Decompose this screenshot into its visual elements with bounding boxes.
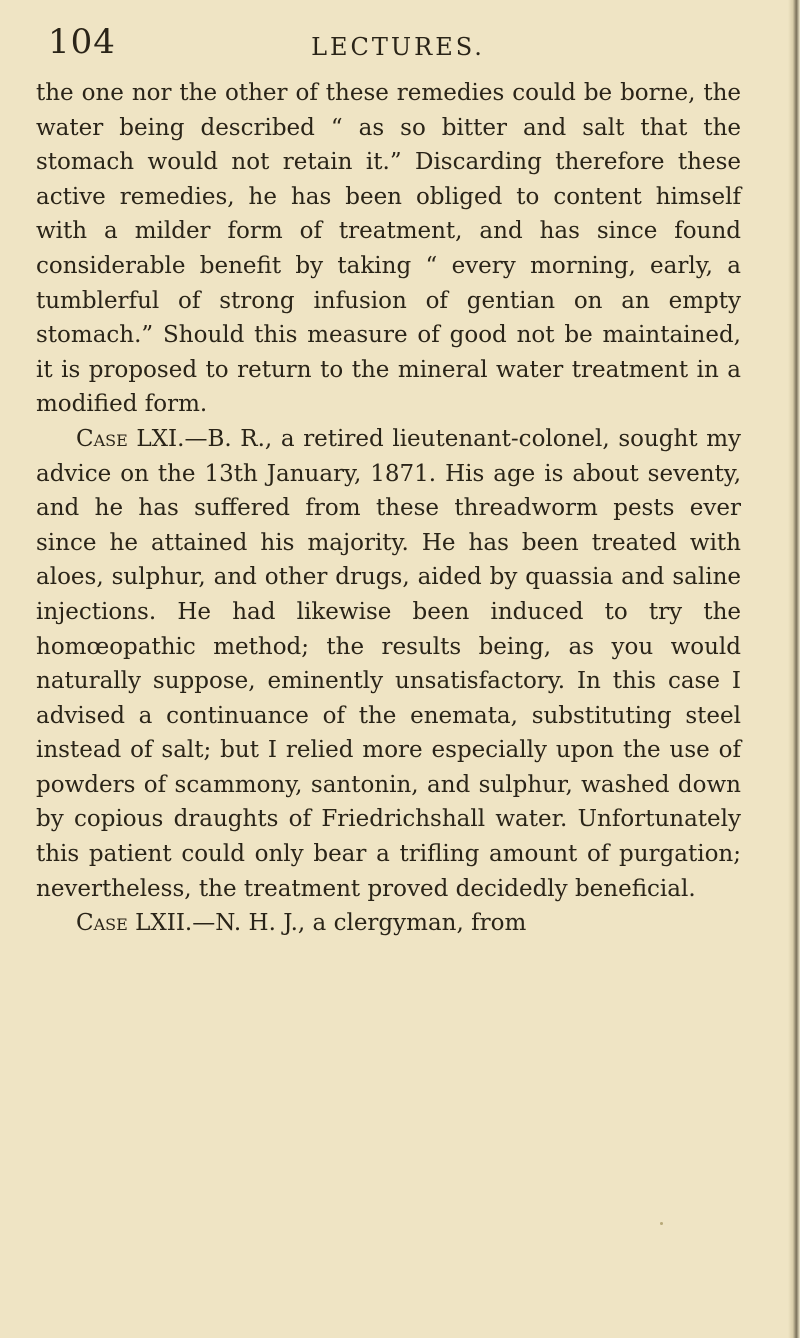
page-edge-shadow xyxy=(788,0,800,1338)
paragraph-case-lxi xyxy=(36,422,741,906)
page-header xyxy=(48,22,748,66)
case-lxi-text: —B. R., a retired lieutenant-colonel, sought my advice on the 13th January, 1871. His age is about seventy, and he has suffered from these threadworm pests ever since he attained his majority. He has been treated with aloes, sulphur, and other drugs, aided by quassia and saline injections. He had likewise been induced to try the homœopathic method; the results being, as you would naturally suppose, eminently unsatisfactory. In this case I advised a continuance of the enemata, substituting steel instead of salt; but I relied more especially upon the use of powders of scammony, santonin, and sulphur, washed down by copious draughts of Friedrichshall water. Unfortunately this patient could only bear a trifling amount of purgation; nevertheless, the treatment proved decidedly beneficial. xyxy=(36,425,741,902)
page-number: 104 xyxy=(48,22,116,62)
case-lxii-text: —N. H. J., a clergyman, from xyxy=(192,910,527,937)
case-label-lxi: Case LXI. xyxy=(76,425,185,452)
running-head: LECTURES. xyxy=(311,33,485,61)
body-text xyxy=(36,76,741,941)
paper-speck xyxy=(660,1222,663,1225)
paragraph-continuation: the one nor the other of these remedies could be borne, the water being described “ as so bitter and salt that the stomach would not retain it.” Discarding therefore these active remedies, he has been obliged to content himself with a milder form of treatment, and has since found considerable benefit by taking “ every morning, early, a tumblerful of strong infusion of gentian on an empty stomach.” Should this measure of good not be maintained, it is proposed to return to the mineral water treatment in a modified form. xyxy=(36,80,741,418)
paragraph-case-lxii xyxy=(36,906,741,941)
case-label-lxii: Case LXII. xyxy=(76,910,193,937)
